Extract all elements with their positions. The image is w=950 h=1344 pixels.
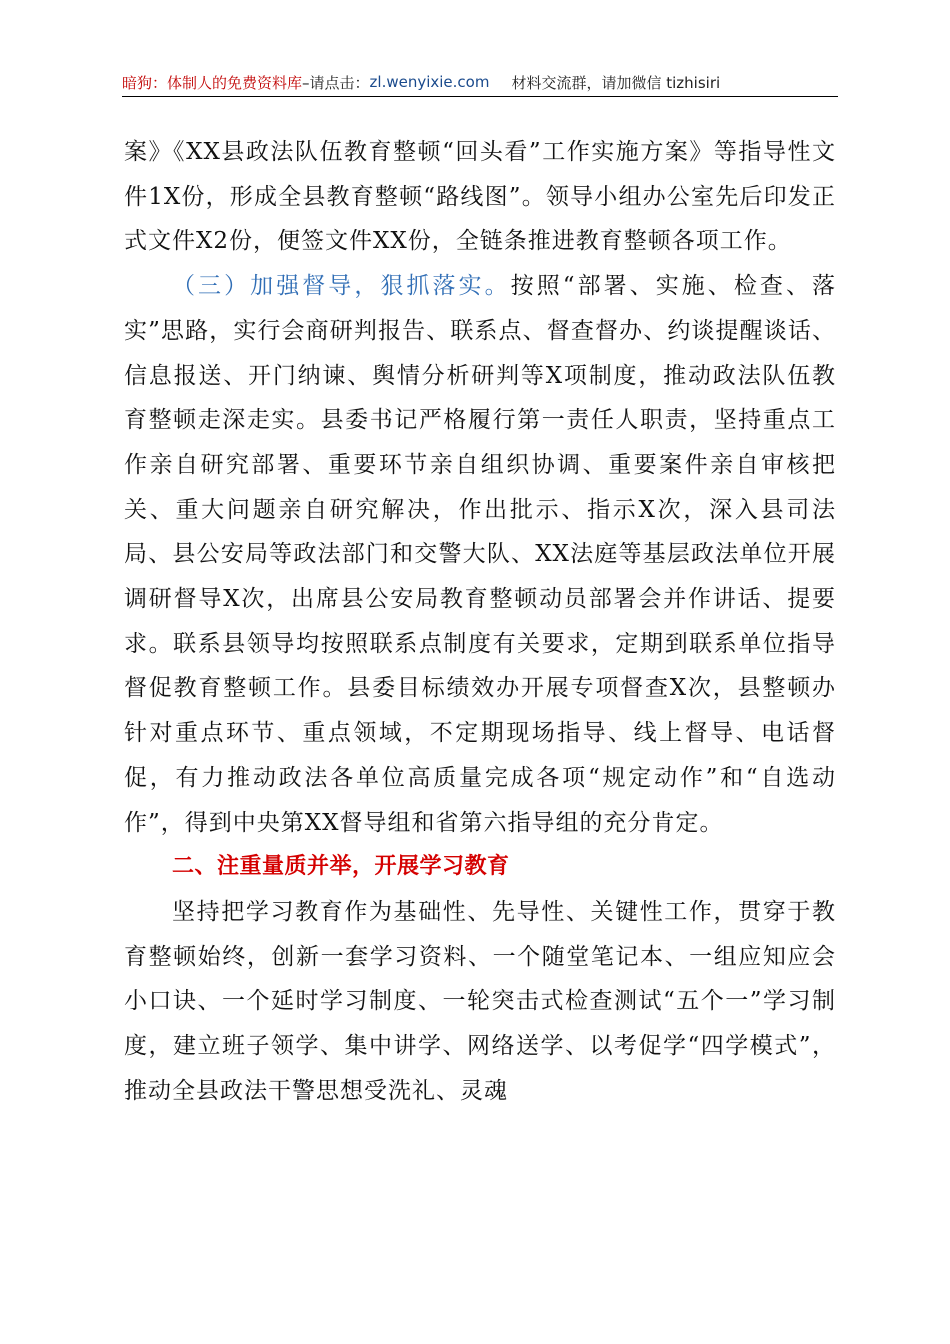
- paragraph-1: 案》《XX县政法队伍教育整顿“回头看”工作实施方案》等指导性文件1X份，形成全县教育整顿“路线图”。领导小组办公室先后印发正式文件X2份，便签文件XX份，全链条推进教育整顿各项工作。: [124, 139, 836, 255]
- document-body: [124, 130, 836, 1113]
- paragraph-2-text: 按照“部署、实施、检查、落实”思路，实行会商研判报告、联系点、督查督办、约谈提醒谈话、信息报送、开门纳谏、舆情分析研判等X项制度，推动政法队伍教育整顿走深走实。县委书记严格履行第一责任人职责，坚持重点工作亲自研究部署、重要环节亲自组织协调、重要案件亲自审核把关、重大问题亲自研究解决，作出批示、指示X次，深入县司法局、县公安局等政法部门和交警大队、XX法庭等基层政法单位开展调研督导X次，出席县公安局教育整顿动员部署会并作讲话、提要求。联系县领导均按照联系点制度有关要求，定期到联系单位指导督促教育整顿工作。县委目标绩效办开展专项督查X次，县整顿办针对重点环节、重点领域，不定期现场指导、线上督导、电话督促，有力推动政法各单位高质量完成各项“规定动作”和“自选动作”，得到中央第XX督导组和省第六指导组的充分肯定。: [124, 273, 837, 836]
- paragraph-3: 坚持把学习教育作为基础性、先导性、关键性工作，贯穿于教育整顿始终，创新一套学习资料、一个随堂笔记本、一组应知应会小口诀、一个延时学习制度、一轮突击式检查测试“五个一”学习制度，建立班子领学、集中讲学、网络送学、以考促学“四学模式”，推动全县政法干警思想受洗礼、灵魂: [124, 898, 836, 1104]
- header-brand: 暗狗：体制人的免费资料库: [122, 73, 303, 92]
- subsection-3-heading: （三）加强督导，狠抓落实。: [172, 273, 511, 300]
- header-contact: 材料交流群，请加微信 tizhisiri: [511, 73, 721, 92]
- header-url-link[interactable]: zl.wenyixie.com: [369, 73, 490, 91]
- page-header: [122, 68, 838, 97]
- paragraph-2: [124, 264, 836, 845]
- header-click-prompt: –请点击：: [302, 73, 370, 92]
- section-2-title: 二、注重量质并举，开展学习教育: [172, 854, 510, 880]
